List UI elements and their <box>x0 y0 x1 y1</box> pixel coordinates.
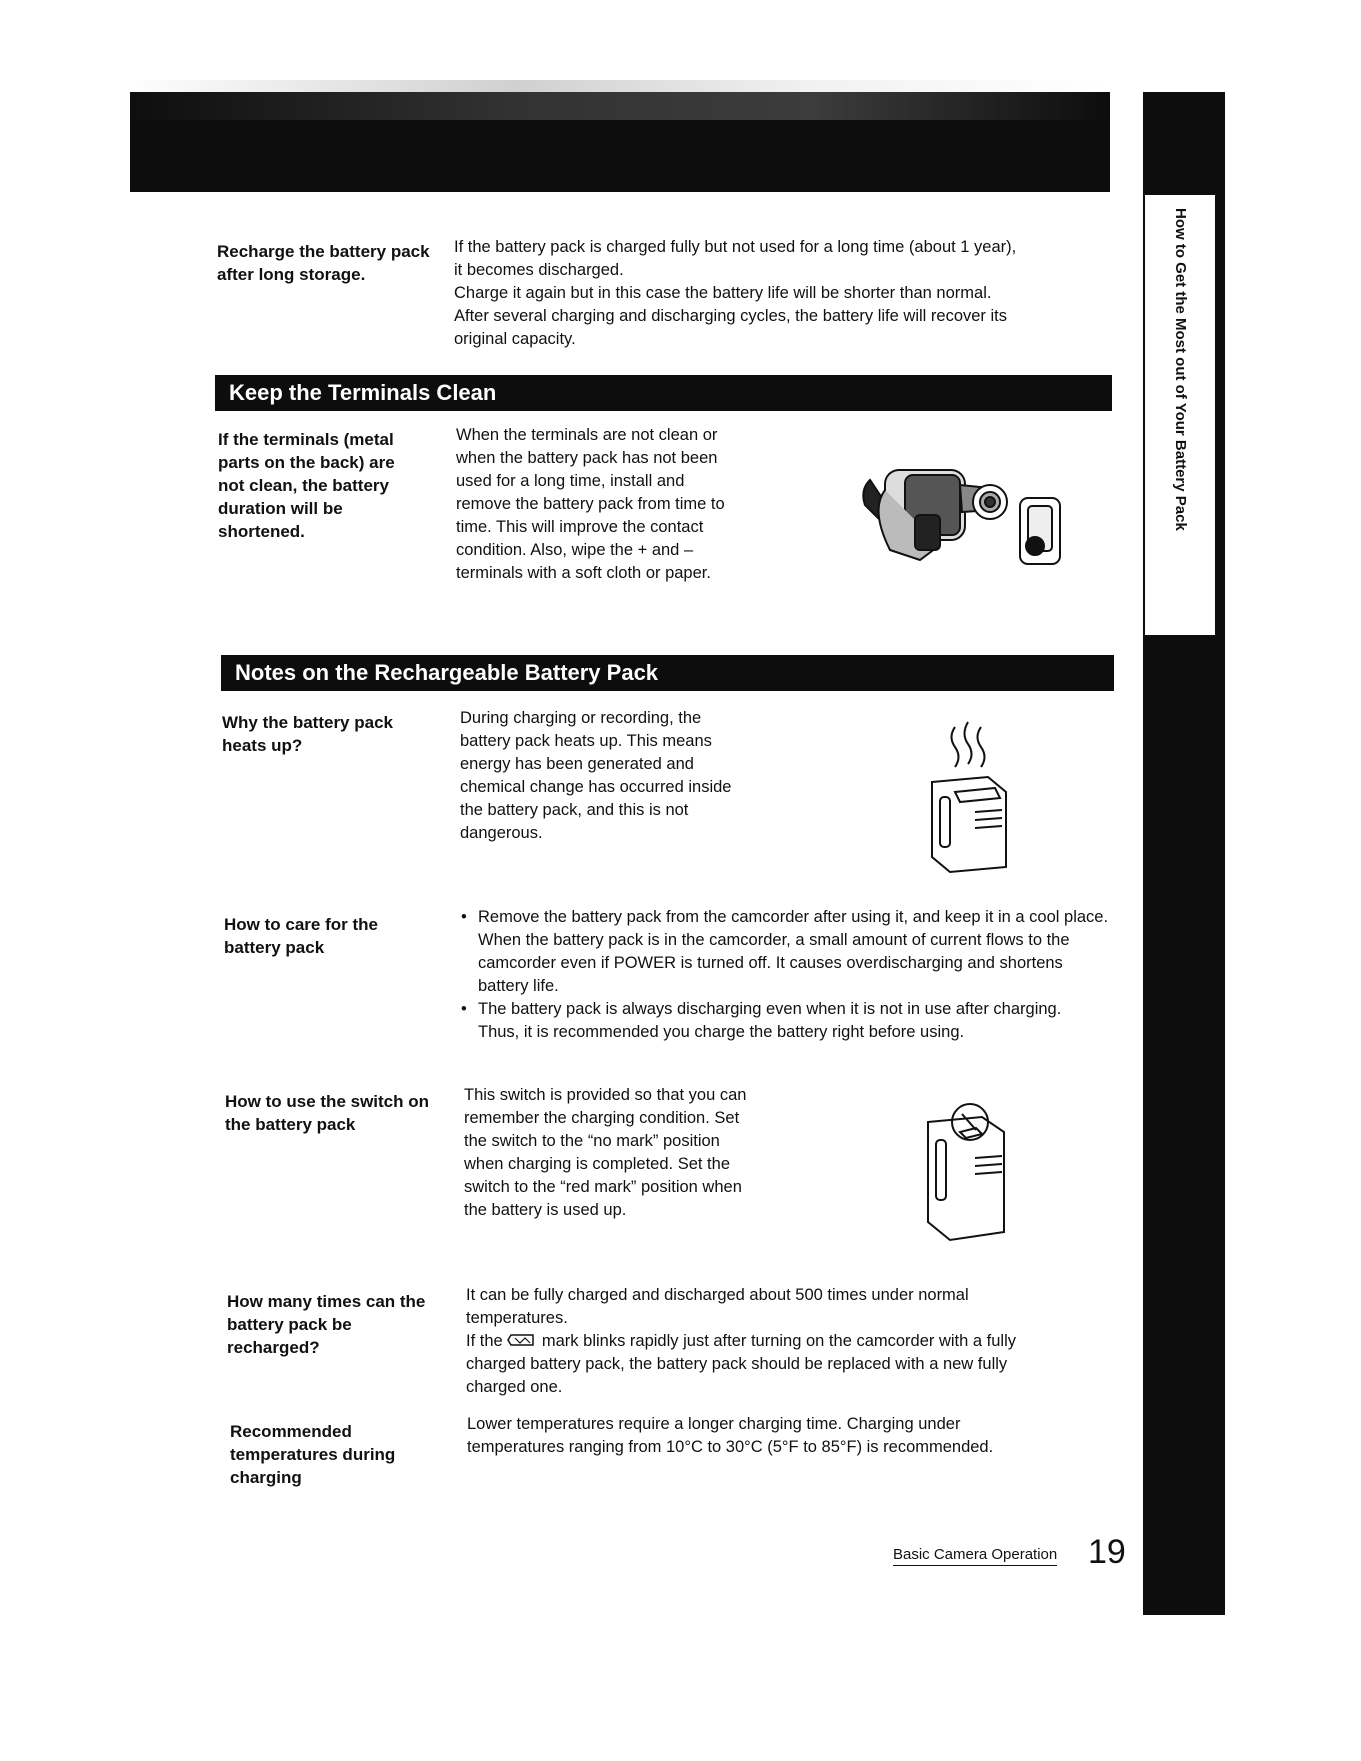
section-header-terminals-label: Keep the Terminals Clean <box>229 380 497 405</box>
heats-answer-line: chemical change has occurred inside <box>460 778 732 796</box>
times-answer <box>466 1284 1126 1399</box>
terminals-answer-line: condition. Also, wipe the + and – <box>456 541 694 559</box>
section-header-terminals <box>215 375 1112 411</box>
hot-battery-illustration <box>920 712 1020 877</box>
recharge-answer <box>454 236 1134 351</box>
care-bullet-2-continued: Thus, it is recommended you charge the battery right before using. <box>478 1023 965 1041</box>
recharge-question: Recharge the battery pack after long storage. <box>217 242 430 284</box>
side-tab-text: How to Get the Most out of Your Battery Pack <box>1172 208 1189 531</box>
heats-question: Why the battery pack heats up? <box>222 713 393 755</box>
switch-answer <box>464 1084 804 1222</box>
terminals-answer-line: terminals with a soft cloth or paper. <box>456 564 711 582</box>
heats-answer-line: battery pack heats up. This means <box>460 732 712 750</box>
terminals-answer-line: remove the battery pack from time to <box>456 495 725 513</box>
battery-switch-illustration <box>920 1092 1020 1252</box>
care-question: How to care for the battery pack <box>224 915 378 957</box>
switch-answer-line: remember the charging condition. Set <box>464 1109 740 1127</box>
terminals-answer-line: time. This will improve the contact <box>456 518 704 536</box>
care-bullet-1: • Remove the battery pack from the camcorder after using it, and keep it in a cool place. When the battery pack is in the camcorder, a small amount of current flows to the camcorder even if POWER is turned off. It causes overdischarging and shortens battery life. <box>478 906 1116 998</box>
times-line3-prefix: If the <box>466 1332 503 1350</box>
times-question: How many times can the battery pack be recharged? <box>227 1292 426 1357</box>
times-answer-line: temperatures. <box>466 1309 568 1327</box>
recharge-answer-line: it becomes discharged. <box>454 261 624 279</box>
section-header-notes <box>221 655 1114 691</box>
terminals-answer <box>456 424 796 585</box>
times-answer-line: charged one. <box>466 1378 563 1396</box>
temps-answer-line: temperatures ranging from 10°C to 30°C (5°F to 85°F) is recommended. <box>467 1438 994 1456</box>
top-banner-texture <box>120 80 1110 120</box>
battery-mark-icon <box>507 1333 537 1347</box>
care-bullet-list <box>460 906 1116 1021</box>
recharge-answer-line: After several charging and discharging cycles, the battery life will recover its <box>454 307 1007 325</box>
heats-answer <box>460 707 800 845</box>
terminals-question: If the terminals (metal parts on the back) are not clean, the battery duration will be shortened. <box>218 430 395 541</box>
switch-answer-line: the battery is used up. <box>464 1201 627 1219</box>
recharge-answer-line: If the battery pack is charged fully but not used for a long time (about 1 year), <box>454 238 1017 256</box>
switch-question: How to use the switch on the battery pack <box>225 1092 430 1134</box>
switch-answer-line: This switch is provided so that you can <box>464 1086 747 1104</box>
temps-question: Recommended temperatures during charging <box>230 1422 396 1487</box>
heats-answer-line: dangerous. <box>460 824 543 842</box>
footer-section-label: Basic Camera Operation <box>893 1546 1057 1566</box>
heats-answer-line: the battery pack, and this is not <box>460 801 689 819</box>
recharge-answer-line: Charge it again but in this case the battery life will be shorter than normal. <box>454 284 992 302</box>
temps-answer <box>467 1413 1117 1459</box>
switch-answer-line: switch to the “red mark” position when <box>464 1178 742 1196</box>
recharge-answer-line: original capacity. <box>454 330 576 348</box>
section-header-notes-label: Notes on the Rechargeable Battery Pack <box>235 660 659 685</box>
page-number: 19 <box>1088 1533 1126 1571</box>
care-bullet-2: • The battery pack is always discharging even when it is not in use after charging. <box>478 998 1116 1021</box>
times-line3-suffix: mark blinks rapidly just after turning on the camcorder with a fully <box>541 1332 1017 1350</box>
switch-answer-line: when charging is completed. Set the <box>464 1155 730 1173</box>
terminals-answer-line: used for a long time, install and <box>456 472 685 490</box>
terminals-answer-line: When the terminals are not clean or <box>456 426 718 444</box>
care-answer <box>460 906 1116 1044</box>
temps-answer-line: Lower temperatures require a longer charging time. Charging under <box>467 1415 961 1433</box>
heats-answer-line: energy has been generated and <box>460 755 694 773</box>
heats-answer-line: During charging or recording, the <box>460 709 702 727</box>
switch-answer-line: the switch to the “no mark” position <box>464 1132 720 1150</box>
times-answer-line-with-icon <box>466 1330 1126 1353</box>
times-answer-line: It can be fully charged and discharged about 500 times under normal <box>466 1286 969 1304</box>
terminals-answer-line: when the battery pack has not been <box>456 449 718 467</box>
times-answer-line: charged battery pack, the battery pack should be replaced with a new fully <box>466 1355 1008 1373</box>
camcorder-illustration <box>850 450 1080 580</box>
